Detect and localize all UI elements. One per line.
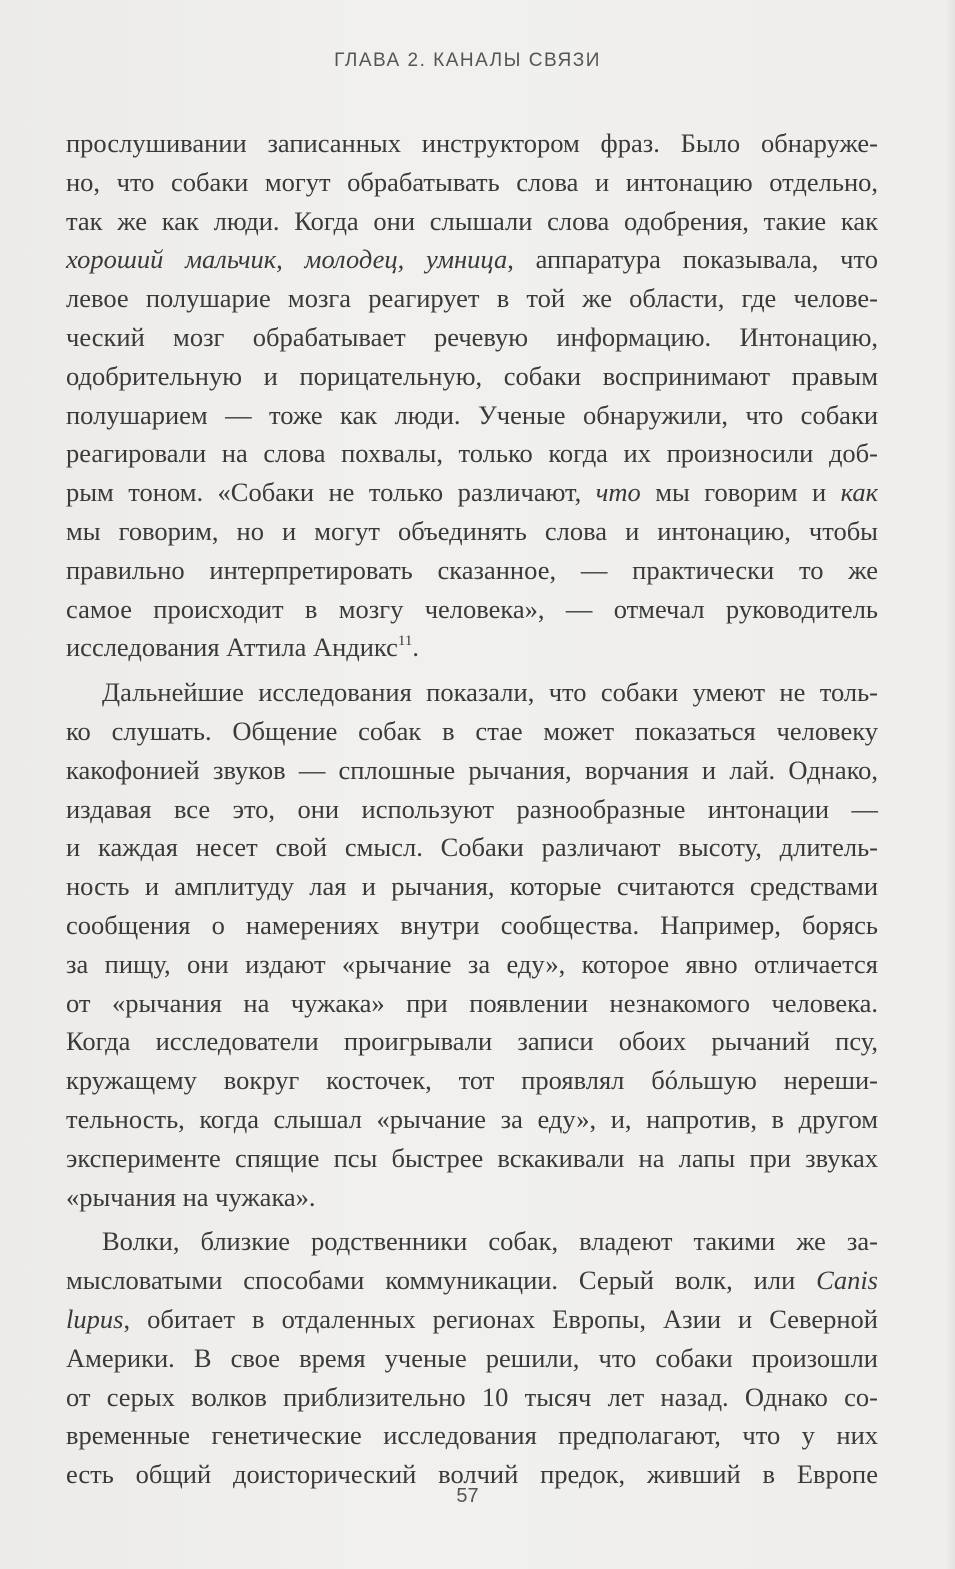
text-line [66, 1300, 878, 1339]
text-line: ко слушать. Общение собак в стае может показаться человеку [66, 715, 878, 746]
text-line [66, 473, 878, 512]
text-run: рым тоном. «Собаки не только различают, [66, 477, 596, 508]
text-line: эксперименте спящие псы быстрее вскакивали на лапы при звуках [66, 1142, 878, 1173]
italic-word: lupus [66, 1303, 124, 1334]
page-spine-shadow [945, 0, 955, 1569]
text-line: ческий мозг обрабатывает речевую информацию. Интонацию, [66, 321, 878, 352]
text-run: . [412, 632, 419, 663]
text-line: Когда исследователи проигрывали записи обоих рычаний псу, [66, 1026, 878, 1057]
text-line: за пищу, они издают «рычание за еду», которое явно отличается [66, 948, 878, 979]
text-line: от «рычания на чужака» при появлении незнакомого человека. [66, 987, 878, 1018]
text-line: Америки. В свое время ученые решили, что собаки произошли [66, 1342, 878, 1373]
text-line: сообщения о намерениях внутри сообщества. Например, борясь [66, 909, 878, 940]
text-line [66, 1261, 878, 1300]
text-line: есть общий доисторический волчий предок, живший в Европе [66, 1459, 878, 1490]
text-run: , аппаратура показывала, что [507, 244, 878, 275]
text-run: исследования Аттила Андикс [66, 632, 398, 663]
body-text [66, 124, 878, 1494]
text-run: , обитает в отдаленных регионах Европы, Азии и Северной [123, 1303, 878, 1334]
text-line: реагировали на слова похвалы, только когда их произносили доб- [66, 438, 878, 469]
text-line: кружащему вокруг косточек, тот проявлял бóльшую нереши- [66, 1065, 878, 1096]
text-line: какофонией звуков — сплошные рычания, ворчания и лай. Однако, [66, 754, 878, 785]
text-line: Волки, близкие родственники собак, владеют такими же за- [102, 1226, 878, 1257]
text-line: самое происходит в мозгу человека», — отмечал руководитель [66, 593, 878, 624]
text-line: мы говорим, но и могут объединять слова и интонацию, чтобы [66, 515, 878, 546]
italic-phrase: хороший мальчик, молодец, умница [66, 244, 508, 275]
paragraph-3 [66, 1222, 878, 1494]
text-line [66, 628, 878, 667]
paragraph-1 [66, 124, 878, 667]
text-line: от серых волков приблизительно 10 тысяч лет назад. Однако со- [66, 1381, 878, 1412]
footnote-marker[interactable]: 11 [397, 633, 413, 650]
text-line: полушарием — тоже как люди. Ученые обнаружили, что собаки [66, 399, 878, 430]
running-head: ГЛАВА 2. КАНАЛЫ СВЯЗИ [334, 50, 601, 71]
paragraph-2 [66, 673, 878, 1216]
text-line: одобрительную и порицательную, собаки воспринимают правым [66, 360, 878, 391]
page-number: 57 [456, 1485, 479, 1507]
italic-word: как [840, 477, 879, 508]
italic-word: что [595, 477, 641, 508]
italic-word: Canis [816, 1265, 878, 1296]
text-line: левое полушарие мозга реагирует в той же области, где челове- [66, 283, 878, 314]
text-run: мы говорим и [640, 477, 841, 508]
text-line: издавая все это, они используют разнообразные интонации — [66, 793, 878, 824]
text-line: Дальнейшие исследования показали, что собаки умеют не толь- [102, 677, 878, 708]
text-run: мысловатыми способами коммуникации. Серый волк, или [66, 1265, 817, 1296]
text-line: правильно интерпретировать сказанное, — практически то же [66, 554, 878, 585]
text-line: «рычания на чужака». [66, 1181, 316, 1212]
text-line: так же как люди. Когда они слышали слова одобрения, такие как [66, 205, 878, 236]
text-line: но, что собаки могут обрабатывать слова и интонацию отдельно, [66, 166, 878, 197]
text-line [66, 240, 878, 279]
text-line: и каждая несет свой смысл. Собаки различают высоту, длитель- [66, 832, 878, 863]
text-line: прослушивании записанных инструктором фраз. Было обнаруже- [66, 128, 878, 158]
text-line: временные генетические исследования предполагают, что у них [66, 1420, 878, 1451]
text-line: ность и амплитуду лая и рычания, которые считаются средствами [66, 871, 878, 902]
text-line: тельность, когда слышал «рычание за еду», и, напротив, в другом [66, 1103, 878, 1134]
